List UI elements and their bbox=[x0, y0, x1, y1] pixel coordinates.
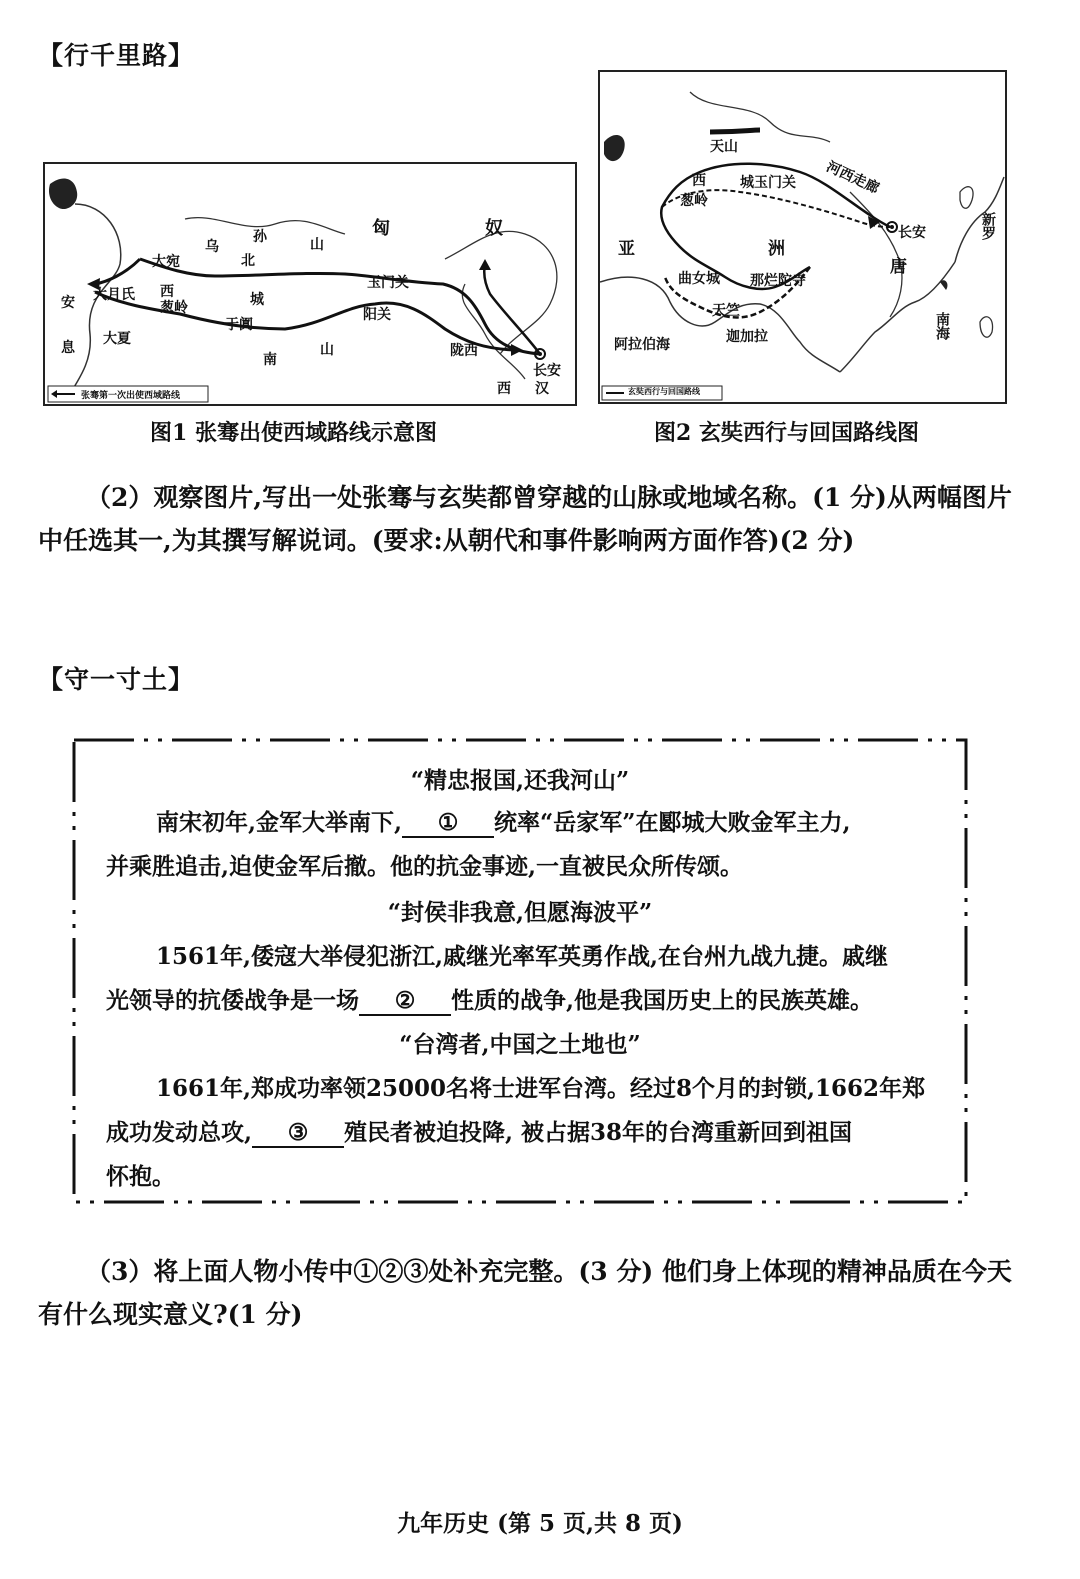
blank-1: ① bbox=[402, 810, 494, 838]
map1-label-shan: 山 bbox=[320, 342, 334, 358]
question-3-line2 bbox=[38, 1293, 1048, 1336]
map2-label-cheng-yumenguan: 城玉门关 bbox=[740, 175, 796, 191]
map-xuanzang-route bbox=[598, 70, 1007, 404]
blank-3: ③ bbox=[252, 1120, 344, 1148]
map2-label-xinluo: 新罗 bbox=[980, 212, 996, 240]
p3-text-b: 成功发动总攻, bbox=[106, 1119, 253, 1146]
map2-label-qunv: 曲女城 bbox=[678, 271, 720, 287]
map1-label-xiongnu2: 奴 bbox=[485, 218, 503, 239]
question-3-text-a: （3）将上面人物小传中①②③处补充完整。(3 分) 他们身上体现的精神品质在今天 bbox=[86, 1257, 1012, 1286]
section-title-travel: 【行千里路】 bbox=[38, 41, 195, 70]
map2-label-nanhai: 南海 bbox=[934, 312, 950, 340]
question-2-line2 bbox=[38, 519, 1048, 562]
heading-qi-jiguang: “封侯非我意,但愿海波平” bbox=[387, 899, 653, 926]
map1-label-wusun3: 北 bbox=[241, 253, 255, 269]
map2-label-natuo: 那烂陀寺 bbox=[750, 273, 806, 289]
map2-label-xi: 西 bbox=[692, 173, 706, 189]
map1-label-anxi1: 安 bbox=[61, 295, 75, 311]
p1-text-a: 南宋初年,金军大举南下, bbox=[156, 809, 403, 836]
map2-label-congling: 葱岭 bbox=[680, 193, 708, 209]
map2-label-tianzhu: 天竺 bbox=[712, 303, 740, 319]
map2-label-hexizoulang: 河西走廊 bbox=[823, 158, 882, 197]
map1-label-dayuezhi: 大月氏 bbox=[93, 287, 135, 303]
map-zhang-qian-route bbox=[43, 162, 577, 406]
p3-line1: 1661年,郑成功率领25000名将士进军台湾。经过8个月的封锁,1662年郑 bbox=[156, 1075, 926, 1102]
map2-label-zhou: 洲 bbox=[768, 239, 785, 259]
map1-label-yutian: 于阗 bbox=[225, 317, 253, 333]
map1-label-changan: 长安 bbox=[533, 363, 561, 379]
map2-label-jialila: 迦加拉 bbox=[726, 329, 768, 345]
map1-label-longxi: 陇西 bbox=[450, 343, 478, 359]
heading-yue-fei: “精忠报国,还我河山” bbox=[410, 767, 630, 794]
map2-caption: 图2 玄奘西行与回国路线图 bbox=[654, 420, 919, 446]
map2-legend: 玄奘西行与回国路线 bbox=[628, 386, 700, 396]
map2-label-tang: 唐 bbox=[890, 257, 907, 277]
p2-line1: 1561年,倭寇大举侵犯浙江,戚继光率军英勇作战,在台州九战九捷。戚继 bbox=[156, 943, 889, 970]
map1-label-congling: 西 葱岭 bbox=[160, 284, 188, 316]
section-title-defend: 【守一寸土】 bbox=[38, 665, 195, 694]
map1-label-wusun2: 孙 bbox=[253, 229, 267, 245]
map1-label-yumenguan: 玉门关 bbox=[367, 275, 409, 291]
blank-2: ② bbox=[359, 988, 451, 1016]
map1-label-nan: 南 bbox=[263, 352, 277, 368]
map1-label-yangguan: 阳关 bbox=[363, 307, 391, 323]
p3-line2 bbox=[106, 1114, 852, 1148]
heading-zheng-chenggong: “台湾者,中国之土地也” bbox=[399, 1031, 641, 1058]
p1-line1 bbox=[156, 804, 850, 838]
map1-label-anxi2: 息 bbox=[61, 340, 75, 356]
p3-text-c: 殖民者被迫投降, 被占据38年的台湾重新回到祖国 bbox=[344, 1119, 853, 1146]
map1-label-daxia: 大夏 bbox=[103, 331, 131, 347]
p2-text-b: 光领导的抗倭战争是一场 bbox=[106, 987, 359, 1014]
map1-label-cheng: 城 bbox=[250, 292, 264, 308]
map1-label-xihan1: 西 bbox=[497, 381, 511, 397]
map1-label-wusun4: 山 bbox=[310, 237, 324, 253]
question-2-text-b: 中任选其一,为其撰写解说词。(要求:从朝代和事件影响两方面作答)(2 分) bbox=[38, 526, 855, 555]
map1-caption: 图1 张骞出使西域路线示意图 bbox=[150, 420, 437, 446]
biography-box bbox=[72, 738, 968, 1204]
p3-line3: 怀抱。 bbox=[106, 1163, 175, 1190]
question-2-line1 bbox=[38, 476, 1048, 519]
map2-label-ya: 亚 bbox=[618, 239, 635, 259]
map1-label-wusun1: 乌 bbox=[205, 239, 219, 255]
map2-label-changan: 长安 bbox=[898, 225, 926, 241]
p1-text-b: 统率“岳家军”在郾城大败金军主力, bbox=[494, 809, 851, 836]
map1-label-xiongnu1: 匈 bbox=[372, 218, 390, 239]
p2-text-c: 性质的战争,他是我国历史上的民族英雄。 bbox=[451, 987, 874, 1014]
question-3-text-b: 有什么现实意义?(1 分) bbox=[38, 1300, 303, 1329]
page-footer: 九年历史 (第 5 页,共 8 页) bbox=[397, 1510, 683, 1537]
map1-legend: 张骞第一次出使西域路线 bbox=[81, 391, 181, 401]
question-3-line1 bbox=[38, 1250, 1048, 1293]
p1-line2: 并乘胜追击,迫使金军后撤。他的抗金事迹,一直被民众所传颂。 bbox=[106, 853, 744, 880]
map2-label-alabo: 阿拉伯海 bbox=[614, 337, 670, 353]
map1-label-dawan: 大宛 bbox=[152, 254, 180, 270]
p2-line2 bbox=[106, 982, 873, 1016]
question-2-text-a: （2）观察图片,写出一处张骞与玄奘都曾穿越的山脉或地域名称。(1 分)从两幅图片 bbox=[86, 483, 1012, 512]
map2-label-tianshan: 天山 bbox=[710, 139, 738, 155]
map1-label-xihan2: 汉 bbox=[535, 381, 549, 397]
